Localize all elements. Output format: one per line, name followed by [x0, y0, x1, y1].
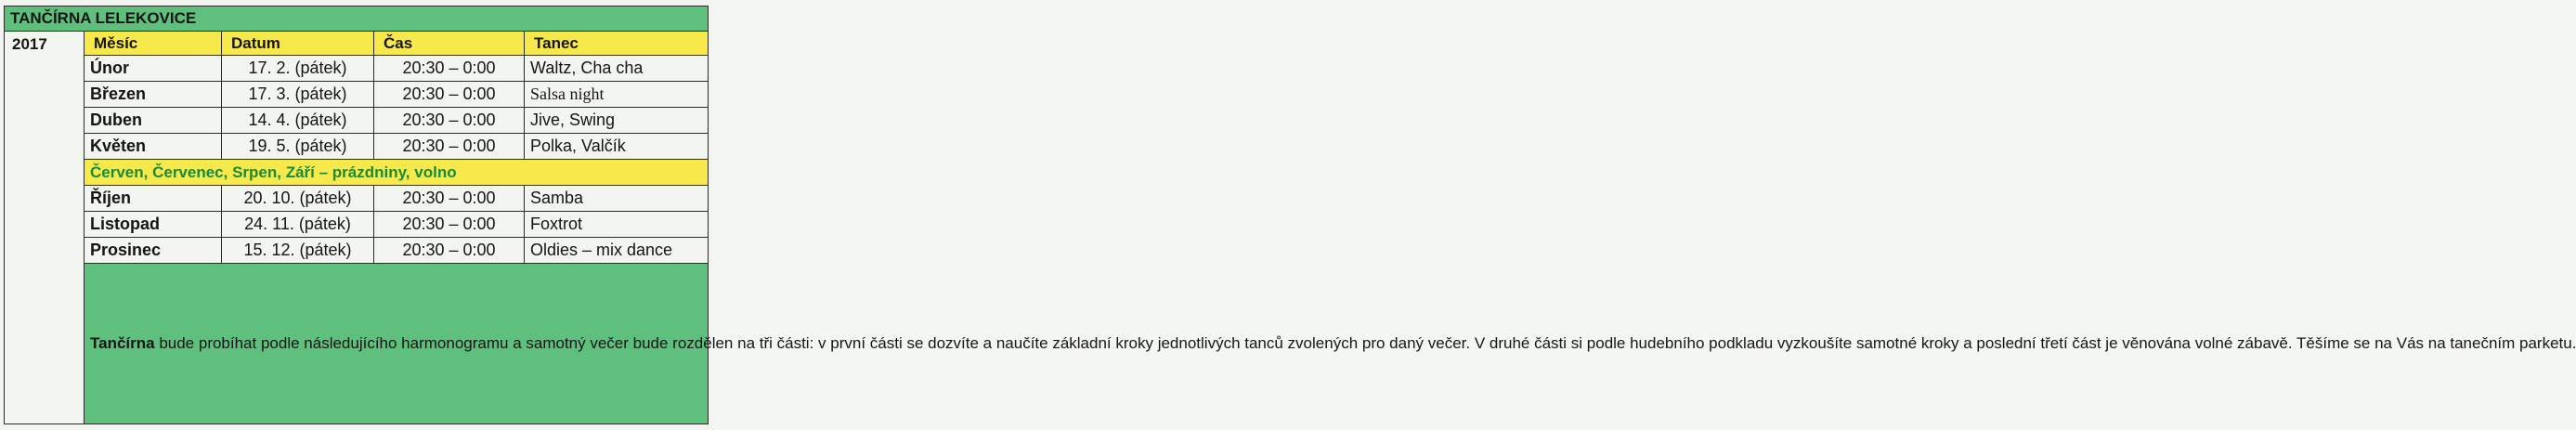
date-cell: 17. 3. (pátek)	[222, 82, 374, 108]
header-date: Datum	[222, 32, 374, 56]
date-cell: 24. 11. (pátek)	[222, 212, 374, 238]
description-text	[85, 264, 2576, 424]
header-dance: Tanec	[525, 32, 709, 56]
time-cell: 20:30 – 0:00	[374, 186, 525, 212]
time-cell: 20:30 – 0:00	[374, 82, 525, 108]
description-lead: Tančírna	[90, 333, 155, 352]
date-cell: 14. 4. (pátek)	[222, 108, 374, 134]
time-cell: 20:30 – 0:00	[374, 134, 525, 160]
dance-cell: Salsa night	[525, 82, 709, 108]
month-cell: Květen	[85, 134, 222, 160]
table-row	[5, 108, 709, 134]
holiday-note: Červen, Červenec, Srpen, Září – prázdniny, volno	[85, 160, 709, 186]
table-row	[5, 56, 709, 82]
dance-cell: Samba	[525, 186, 709, 212]
table-row	[5, 186, 709, 212]
time-cell: 20:30 – 0:00	[374, 212, 525, 238]
month-cell: Prosinec	[85, 238, 222, 264]
dance-cell: Waltz, Cha cha	[525, 56, 709, 82]
date-cell: 19. 5. (pátek)	[222, 134, 374, 160]
dance-cell: Polka, Valčík	[525, 134, 709, 160]
dance-cell: Foxtrot	[525, 212, 709, 238]
dance-cell: Oldies – mix dance	[525, 238, 709, 264]
table-row	[5, 134, 709, 160]
header-month: Měsíc	[85, 32, 222, 56]
date-cell: 15. 12. (pátek)	[222, 238, 374, 264]
year-cell: 2017	[5, 32, 85, 424]
table-row	[5, 212, 709, 238]
time-cell: 20:30 – 0:00	[374, 108, 525, 134]
dance-cell: Jive, Swing	[525, 108, 709, 134]
time-cell: 20:30 – 0:00	[374, 56, 525, 82]
table-row	[5, 82, 709, 108]
month-cell: Únor	[85, 56, 222, 82]
month-cell: Říjen	[85, 186, 222, 212]
month-cell: Březen	[85, 82, 222, 108]
holiday-row	[5, 160, 709, 186]
time-cell: 20:30 – 0:00	[374, 238, 525, 264]
header-time: Čas	[374, 32, 525, 56]
title-row	[5, 7, 709, 32]
date-cell: 20. 10. (pátek)	[222, 186, 374, 212]
description-body: bude probíhat podle následujícího harmonogramu a samotný večer bude rozdělen na tři části: v první části se dozvíte a naučíte základní kroky jednotlivých tanců zvolených pro daný večer. V druhé části si podle hudebního podkladu vyzkoušíte samotné kroky a poslední třetí část je věnována volné zábavě. Těšíme se na Vás na tanečním parketu.	[154, 333, 2576, 352]
header-row	[5, 32, 709, 56]
month-cell: Listopad	[85, 212, 222, 238]
description-row	[5, 264, 709, 424]
month-cell: Duben	[85, 108, 222, 134]
table-row	[5, 238, 709, 264]
date-cell: 17. 2. (pátek)	[222, 56, 374, 82]
schedule-table	[4, 6, 2576, 424]
table-title: TANČÍRNA LELEKOVICE	[5, 7, 709, 32]
